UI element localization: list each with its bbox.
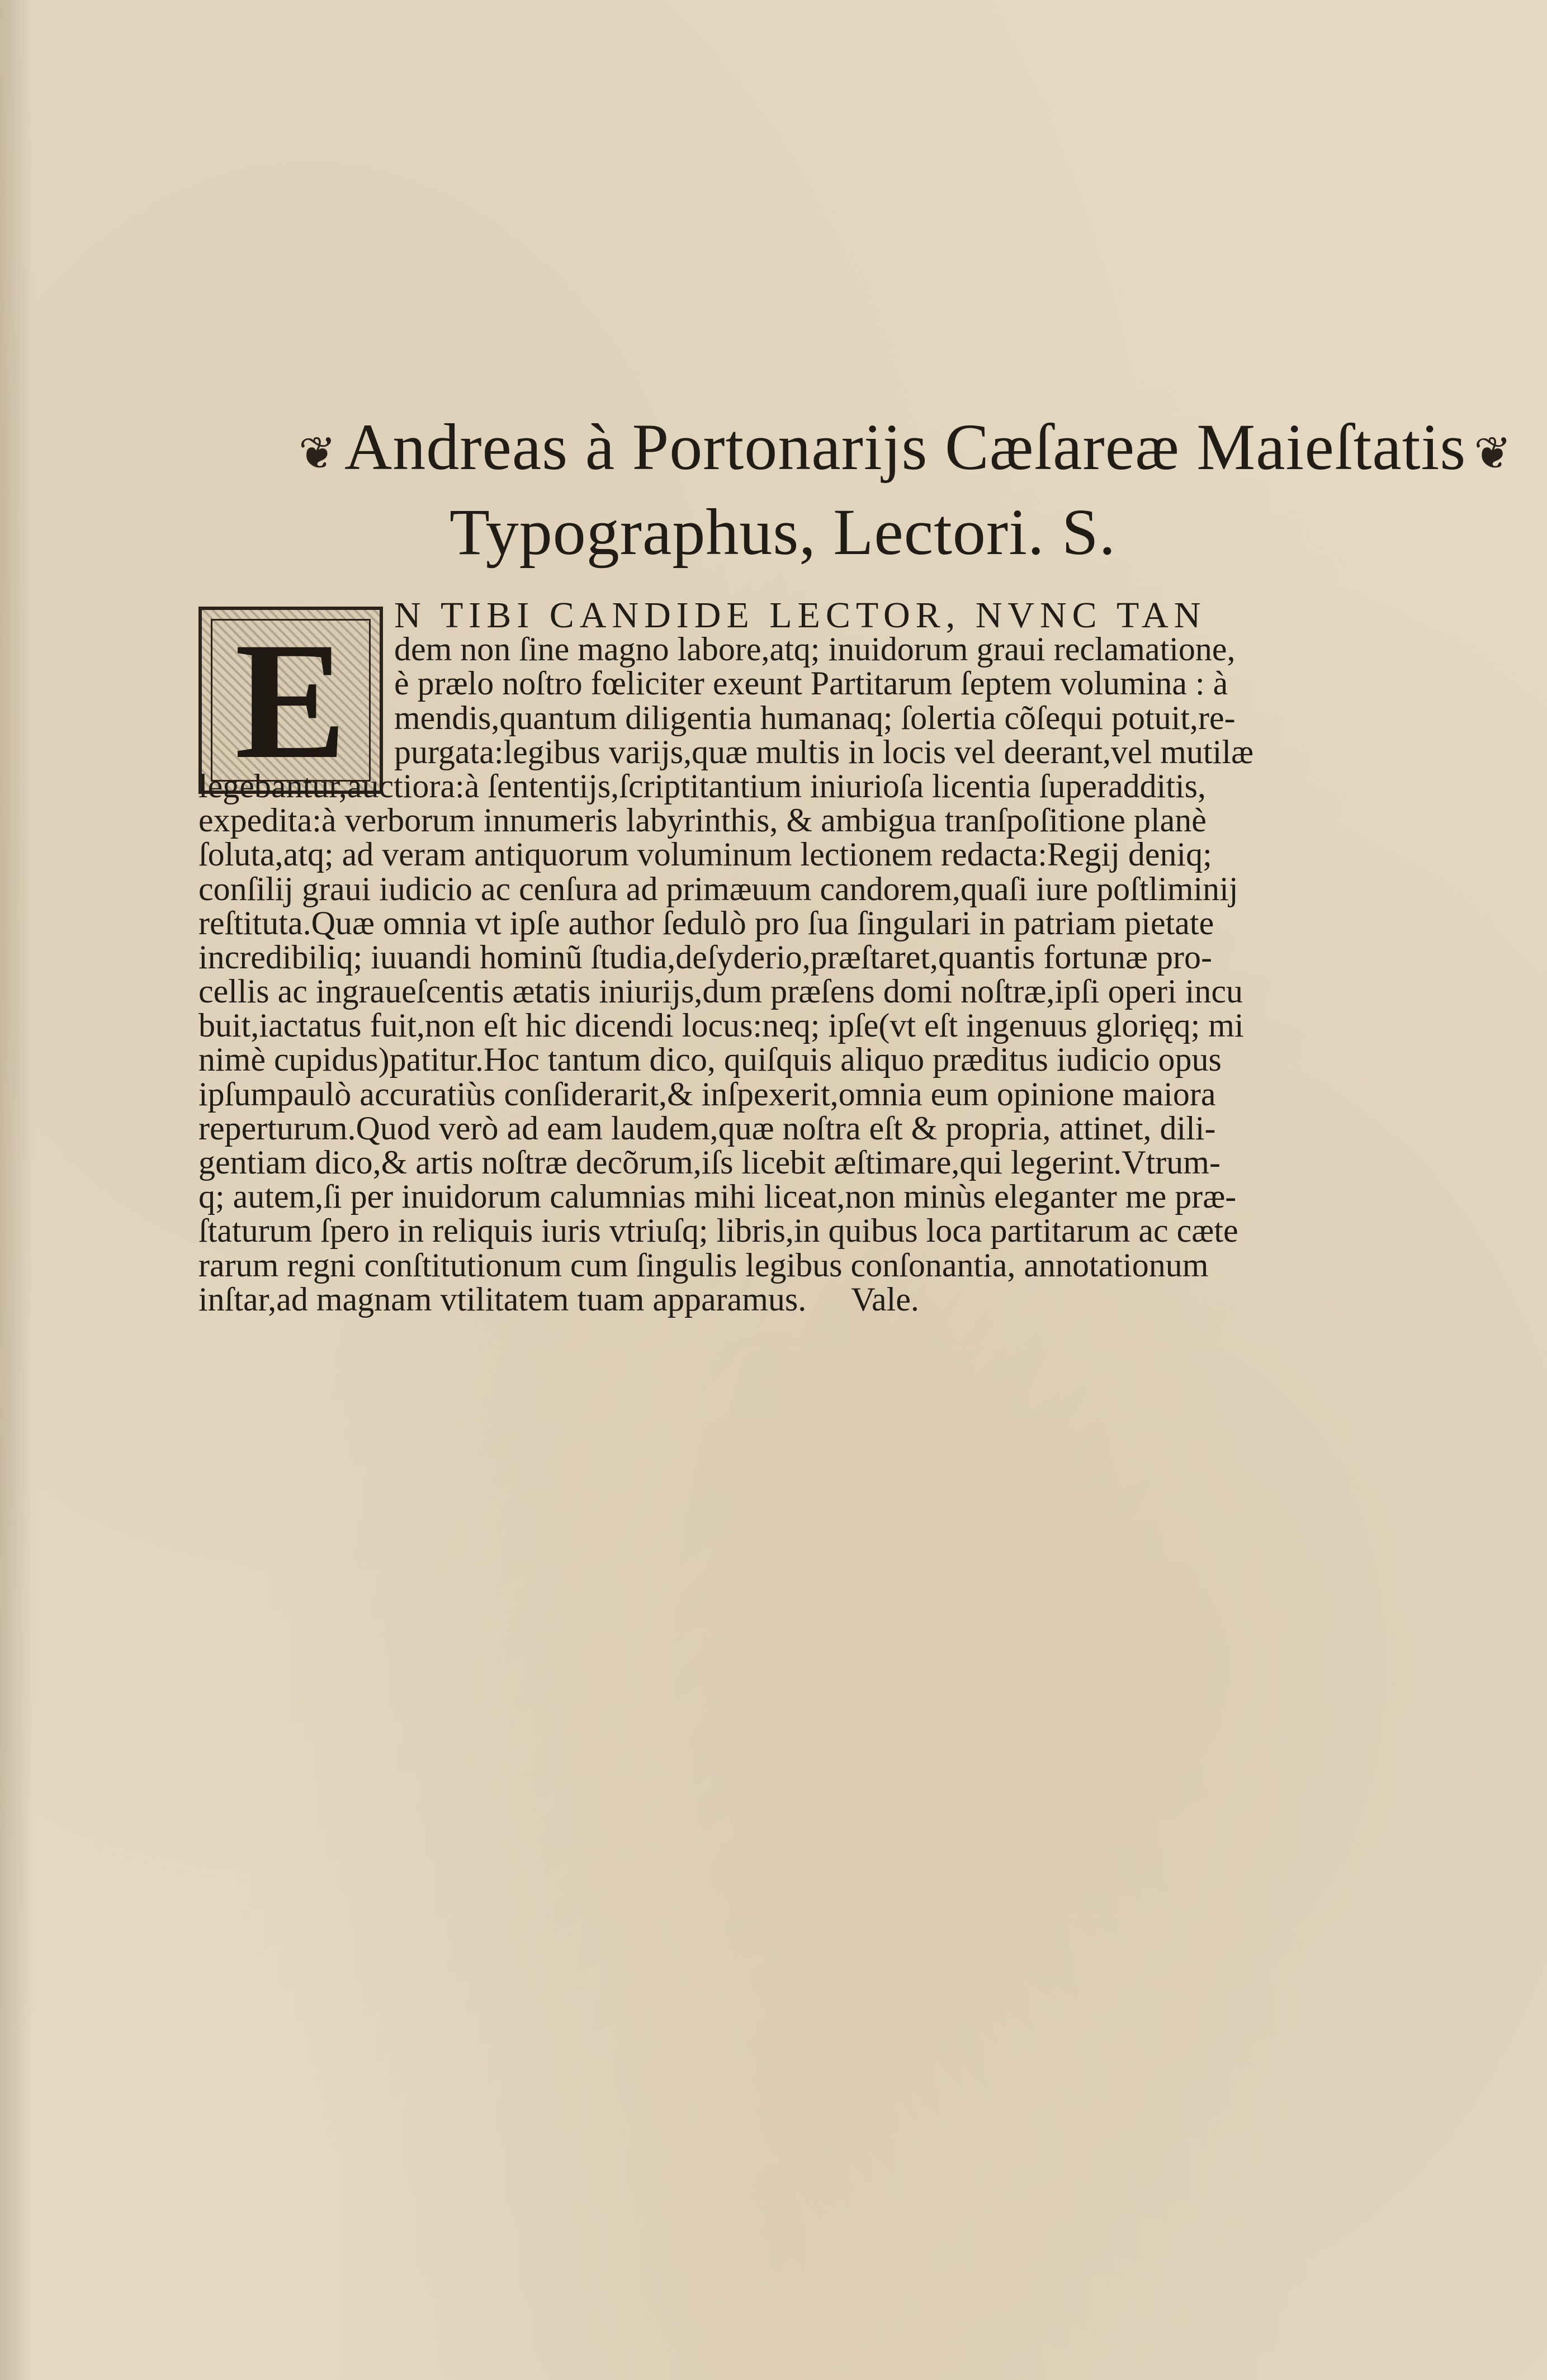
text-line: mendis,quantum diligentia humanaq; ſolertia cõſequi potuit,re- xyxy=(394,699,1236,736)
text-line: N TIBI CANDIDE LECTOR, NVNC TAN xyxy=(394,595,1207,636)
body-paragraph xyxy=(198,595,1373,1318)
text-line: nimè cupidus)patitur.Hoc tantum dico, quiſquis aliquo præditus iudicio opus xyxy=(198,1041,1222,1078)
page-heading xyxy=(291,408,1512,571)
text-line: ſtaturum ſpero in reliquis iuris vtriuſq; libris,in quibus loca partitarum ac cæte xyxy=(198,1212,1238,1250)
text-line: reperturum.Quod verò ad eam laudem,quæ noſtra eſt & propria, attinet, dili- xyxy=(198,1109,1216,1147)
text-line: ipſumpaulò accuratiùs conſiderarit,& inſpexerit,omnia eum opinione maiora xyxy=(198,1075,1216,1113)
heading-line-2: Typographus, Lectori. S. xyxy=(449,495,1117,569)
decorated-initial-letter: E xyxy=(234,607,347,793)
text-line: incredibiliq; iuuandi hominũ ſtudia,deſyderio,præſtaret,quantis fortunæ pro- xyxy=(198,938,1212,976)
text-line: cellis ac ingraueſcentis ætatis iniurijs,dum præſens domi noſtræ,ipſi operi incu xyxy=(198,973,1243,1010)
heading-line-1 xyxy=(291,408,1512,493)
text-line-last-text: inſtar,ad magnam vtilitatem tuam apparamus. xyxy=(198,1280,807,1318)
text-line: buit,iactatus fuit,non eſt hic dicendi locus:neq; ipſe(vt eſt ingenuus glorięq; mi xyxy=(198,1007,1244,1044)
fleuron-left-icon: ❦ xyxy=(299,429,337,479)
text-line: rarum regni conſtitutionum cum ſingulis legibus conſonantia, annotationum xyxy=(198,1246,1209,1284)
text-line: expedita:à verborum innumeris labyrinthis, & ambigua tranſpoſitione planè xyxy=(198,802,1207,839)
text-line: conſilij graui iudicio ac cenſura ad primæuum candorem,quaſi iure poſtliminij xyxy=(198,870,1238,907)
text-line: purgata:legibus varijs,quæ multis in locis vel deerant,vel mutilæ xyxy=(394,733,1254,770)
text-line: ſoluta,atq; ad veram antiquorum voluminum lectionem redacta:Regij deniq; xyxy=(198,836,1212,873)
text-line: q; autem,ſi per inuidorum calumnias mihi liceat,non minùs eleganter me præ- xyxy=(198,1178,1237,1215)
text-line: gentiam dico,& artis noſtræ decõrum,iſs licebit æſtimare,qui legerint.Vtrum- xyxy=(198,1144,1220,1181)
closing-vale: Vale. xyxy=(851,1280,919,1318)
text-line: reſtituta.Quæ omnia vt ipſe author ſedulò pro ſua ſingulari in patriam pietate xyxy=(198,904,1214,941)
heading-line-1-text: Andreas à Portonarijs Cæſareæ Maieſtatis xyxy=(344,410,1466,484)
text-line: è prælo noſtro fœliciter exeunt Partitarum ſeptem volumina : à xyxy=(394,665,1228,702)
text-line-last xyxy=(198,1280,1373,1318)
page-edge-shadow xyxy=(0,0,34,2380)
fleuron-right-icon: ❦ xyxy=(1474,429,1512,479)
text-line: dem non ſine magno labore,atq; inuidorum graui reclamatione, xyxy=(394,631,1236,668)
text-line: legebantur,auctiora:à ſententijs,ſcriptitantium iniurioſa licentia ſuperadditis, xyxy=(198,767,1207,805)
